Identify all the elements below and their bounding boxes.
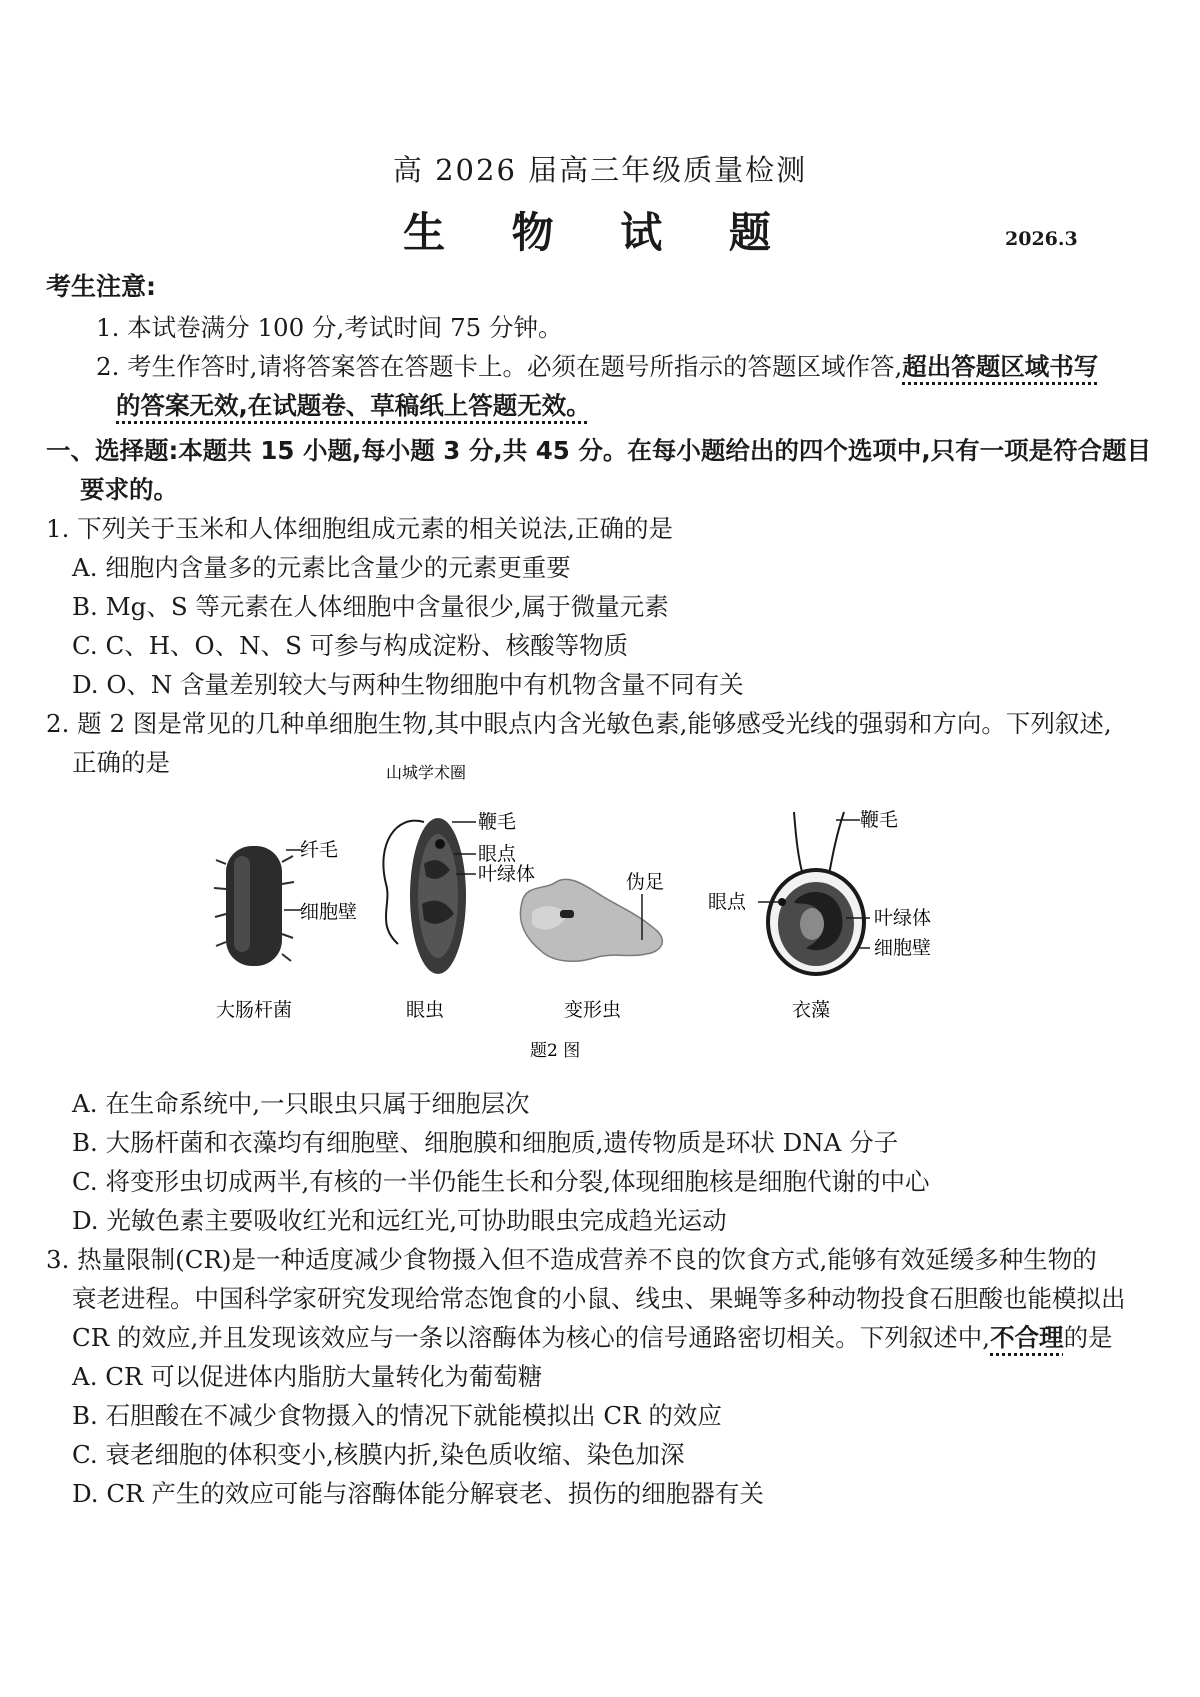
organism-name-chlamydomonas: 衣藻 xyxy=(792,999,831,1021)
question-1-stem: 1. 下列关于玉米和人体细胞组成元素的相关说法,正确的是 xyxy=(46,514,673,543)
subject-title: 生 物 试 题 xyxy=(403,208,797,257)
question-2-option-c: C. 将变形虫切成两半,有核的一半仍能生长和分裂,体现细胞核是细胞代谢的中心 xyxy=(72,1167,930,1196)
notice-item-2-continued: 的答案无效,在试题卷、草稿纸上答题无效。 xyxy=(116,391,591,420)
question-3-stem-line-1: 3. 热量限制(CR)是一种适度减少食物摄入但不造成营养不良的饮食方式,能够有效延缓多种生物的 xyxy=(46,1245,1097,1274)
question-3-option-b: B. 石胆酸在不减少食物摄入的情况下就能模拟出 CR 的效应 xyxy=(72,1401,722,1430)
label-chloroplast-euglena: 叶绿体 xyxy=(478,863,536,885)
notice-item-2-text: 2. 考生作答时,请将答案答在答题卡上。必须在题号所指示的答题区域作答, xyxy=(96,352,903,381)
question-2-option-d: D. 光敏色素主要吸收红光和远红光,可协助眼虫完成趋光运动 xyxy=(72,1206,727,1235)
question-1-option-a: A. 细胞内含量多的元素比含量少的元素更重要 xyxy=(72,553,571,582)
label-flagellum-chlamydomonas: 鞭毛 xyxy=(860,809,899,831)
label-cell-wall-chlamydomonas: 细胞壁 xyxy=(874,937,932,959)
label-chloroplast-chlamydomonas: 叶绿体 xyxy=(874,907,932,929)
label-flagellum-euglena: 鞭毛 xyxy=(478,811,517,833)
label-cilia: 纤毛 xyxy=(300,839,339,861)
notice-item-1: 1. 本试卷满分 100 分,考试时间 75 分钟。 xyxy=(96,313,563,342)
question-3-stem-end: 的是 xyxy=(1063,1323,1113,1352)
notice-heading: 考生注意: xyxy=(46,272,156,301)
figure-2-drawing xyxy=(46,763,1164,1084)
question-2-option-a: A. 在生命系统中,一只眼虫只属于细胞层次 xyxy=(72,1089,530,1118)
question-2-stem-line-2: 正确的是 xyxy=(72,748,170,777)
section-heading-line-1: 一、选择题:本题共 15 小题,每小题 3 分,共 45 分。在每小题给出的四个选项中,只有一项是符合题目 xyxy=(46,436,1152,465)
exam-name: 高 2026 届高三年级质量检测 xyxy=(392,153,808,187)
question-3-emphasis: 不合理 xyxy=(990,1323,1064,1352)
figure-caption: 题2 图 xyxy=(530,1041,581,1061)
question-2-option-b: B. 大肠杆菌和衣藻均有细胞壁、细胞膜和细胞质,遗传物质是环状 DNA 分子 xyxy=(72,1128,899,1157)
question-3-stem-line-2: 衰老进程。中国科学家研究发现给常态饱食的小鼠、线虫、果蝇等多种动物投食石胆酸也能模拟出 xyxy=(72,1284,1126,1313)
notice-item-2 xyxy=(46,347,1164,386)
question-2-stem-line-1: 2. 题 2 图是常见的几种单细胞生物,其中眼点内含光敏色素,能够感受光线的强弱和方向。下列叙述, xyxy=(46,709,1112,738)
question-1-option-c: C. C、H、O、N、S 可参与构成淀粉、核酸等物质 xyxy=(72,631,629,660)
label-pseudopod: 伪足 xyxy=(626,871,665,893)
exam-date: 2026.3 xyxy=(1005,228,1078,250)
ecoli-illustration xyxy=(214,846,302,966)
question-3-option-c: C. 衰老细胞的体积变小,核膜内折,染色质收缩、染色加深 xyxy=(72,1440,685,1469)
exam-body xyxy=(46,266,1164,1513)
question-3-stem-line-3 xyxy=(46,1318,1164,1357)
question-3-option-d: D. CR 产生的效应可能与溶酶体能分解衰老、损伤的细胞器有关 xyxy=(72,1479,764,1508)
organism-name-ecoli: 大肠杆菌 xyxy=(216,999,293,1021)
section-heading-line-2: 要求的。 xyxy=(80,475,178,504)
question-3-option-a: A. CR 可以促进体内脂肪大量转化为葡萄糖 xyxy=(72,1362,543,1391)
watermark-text: 山城学术圈 xyxy=(386,763,467,782)
figure-2 xyxy=(46,763,1164,1084)
label-eyespot-euglena: 眼点 xyxy=(478,843,517,865)
organism-name-amoeba: 变形虫 xyxy=(564,999,622,1021)
euglena-illustration xyxy=(383,818,476,974)
notice-item-2-emphasis: 超出答题区域书写 xyxy=(902,352,1099,381)
label-cell-wall-ecoli: 细胞壁 xyxy=(300,901,358,923)
question-3-stem-text: CR 的效应,并且发现该效应与一条以溶酶体为核心的信号通路密切相关。下列叙述中, xyxy=(72,1323,991,1352)
organism-name-euglena: 眼虫 xyxy=(406,999,445,1021)
question-1-option-d: D. O、N 含量差别较大与两种生物细胞中有机物含量不同有关 xyxy=(72,670,744,699)
question-1-option-b: B. Mg、S 等元素在人体细胞中含量很少,属于微量元素 xyxy=(72,592,669,621)
label-eyespot-chlamydomonas: 眼点 xyxy=(708,891,747,913)
chlamydomonas-illustration xyxy=(758,812,870,974)
